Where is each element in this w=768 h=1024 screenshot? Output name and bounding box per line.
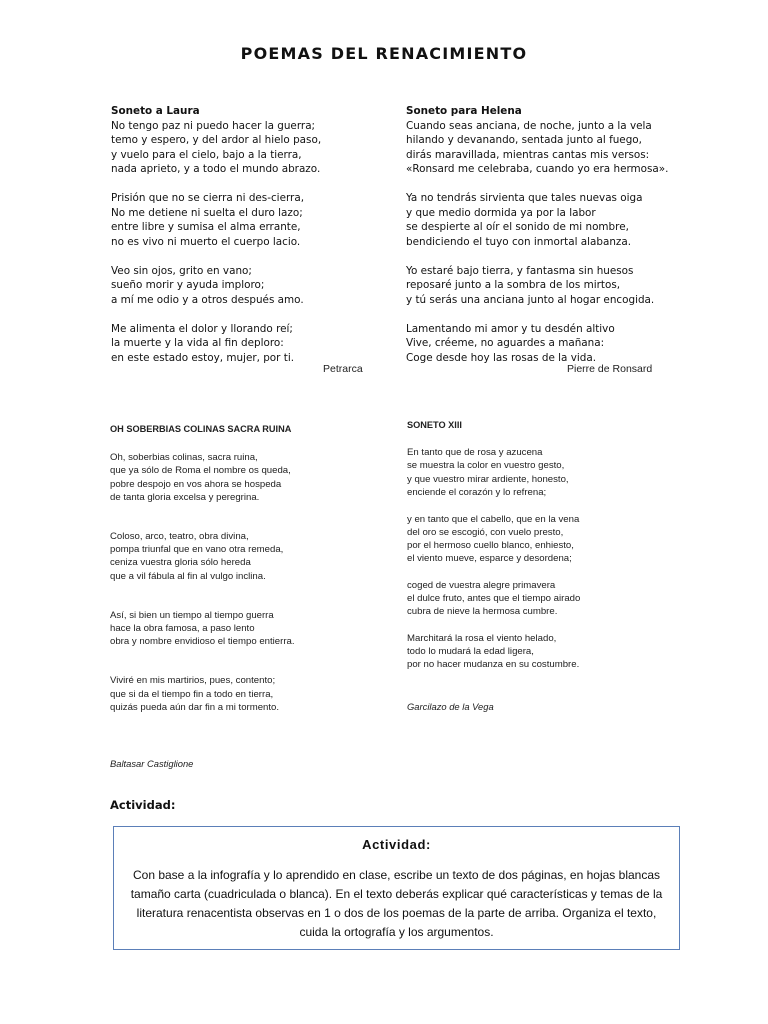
verse: pompa triunfal que en vano otra remeda, xyxy=(110,544,284,556)
stanza xyxy=(407,513,687,566)
stanza xyxy=(111,191,381,249)
verse: hilando y devanando, sentada junto al fuego, xyxy=(406,134,642,147)
verse: reposaré junto a la sombra de los mirtos, xyxy=(406,279,621,292)
verse: bendiciendo el tuyo con inmortal alabanza. xyxy=(406,235,632,248)
verse: y tú serás una anciana junto al hogar encogida. xyxy=(406,293,655,306)
poem-oh-soberbias-colinas xyxy=(110,423,380,714)
verse: y vuelo para el cielo, bajo a la tierra, xyxy=(111,148,302,161)
activity-heading: Actividad: xyxy=(110,798,176,812)
verse: coged de vuestra alegre primavera xyxy=(407,579,556,591)
poem-soneto-para-helena xyxy=(406,104,696,365)
stanza xyxy=(406,119,696,177)
verse: se despierte al oír el sonido de mi nombre, xyxy=(406,221,629,234)
stanza xyxy=(407,579,687,619)
verse: en este estado estoy, mujer, por ti. xyxy=(111,351,295,364)
activity-box-title: Actividad: xyxy=(362,837,431,852)
poem-title: Soneto para Helena xyxy=(406,105,522,117)
stanza xyxy=(406,191,696,249)
verse: Veo sin ojos, grito en vano; xyxy=(111,264,252,277)
activity-instructions: Con base a la infografía y lo aprendido en clase, escribe un texto de dos páginas, en hojas blancas tamaño carta (cuadriculada o blanca). En el texto deberás explicar qué características y temas de la literatura renacentista observas en 1 o dos de los poemas de la parte de arriba. Organiza el texto, cuida la ortografía y los argumentos. xyxy=(130,868,663,939)
verse: Lamentando mi amor y tu desdén altivo xyxy=(406,322,615,335)
verse: No me detiene ni suelta el duro lazo; xyxy=(111,206,303,219)
stanza xyxy=(110,530,380,583)
stanza xyxy=(111,322,381,366)
stanza xyxy=(406,322,696,366)
verse: entre libre y sumisa el alma errante, xyxy=(111,221,301,234)
verse: hace la obra famosa, a paso lento xyxy=(110,623,255,635)
verse: todo lo mudará la edad ligera, xyxy=(407,646,534,658)
verse: Me alimenta el dolor y llorando reí; xyxy=(111,322,293,335)
verse: Prisión que no se cierra ni des-cierra, xyxy=(111,192,304,205)
stanza xyxy=(407,446,687,499)
activity-box xyxy=(113,826,680,950)
verse: no es vivo ni muerto el cuerpo lacio. xyxy=(111,235,301,248)
stanza xyxy=(406,264,696,308)
poem-title: OH SOBERBIAS COLINAS SACRA RUINA xyxy=(110,424,292,434)
verse: por no hacer mudanza en su costumbre. xyxy=(407,659,580,671)
poem-title: SONETO XIII xyxy=(407,420,462,430)
verse: Ya no tendrás sirvienta que tales nuevas oiga xyxy=(406,192,643,205)
stanza xyxy=(110,451,380,504)
verse: cubra de nieve la hermosa cumbre. xyxy=(407,606,558,618)
page-title: POEMAS DEL RENACIMIENTO xyxy=(240,44,528,63)
poem-soneto-xiii xyxy=(407,419,687,672)
verse: del oro se escogió, con vuelo presto, xyxy=(407,526,564,538)
verse: y que vuestro mirar ardiente, honesto, xyxy=(407,473,569,485)
verse: por el hermoso cuello blanco, enhiesto, xyxy=(407,539,574,551)
verse: y en tanto que el cabello, que en la vena xyxy=(407,513,580,525)
verse: Yo estaré bajo tierra, y fantasma sin huesos xyxy=(406,264,634,277)
stanza xyxy=(407,632,687,672)
verse: «Ronsard me celebraba, cuando yo era hermosa». xyxy=(406,163,669,176)
verse: temo y espero, y del ardor al hielo paso, xyxy=(111,134,322,147)
poem-title: Soneto a Laura xyxy=(111,105,200,117)
poem-author: Garcilazo de la Vega xyxy=(407,701,494,712)
stanza xyxy=(110,674,380,714)
verse: que ya sólo de Roma el nombre os queda, xyxy=(110,465,291,477)
verse: y que medio dormida ya por la labor xyxy=(406,206,596,219)
verse: Viviré en mis martirios, pues, contento; xyxy=(110,675,276,687)
verse: se muestra la color en vuestro gesto, xyxy=(407,460,565,472)
verse: ceniza vuestra gloria sólo hereda xyxy=(110,557,251,569)
verse: Coge desde hoy las rosas de la vida. xyxy=(406,351,597,364)
verse: quizás pueda aún dar fin a mi tormento. xyxy=(110,701,280,713)
verse: Coloso, arco, teatro, obra divina, xyxy=(110,531,249,543)
poem-author: Pierre de Ronsard xyxy=(567,363,653,375)
stanza xyxy=(110,609,380,649)
verse: el viento mueve, esparce y desordena; xyxy=(407,553,572,565)
verse: enciende el corazón y lo refrena; xyxy=(407,486,547,498)
verse: nada aprieto, y a todo el mundo abrazo. xyxy=(111,163,321,176)
verse: obra y nombre envidioso el tiempo entierra. xyxy=(110,636,295,648)
verse: que a vil fábula al fin al vulgo inclina. xyxy=(110,570,266,582)
verse: Oh, soberbias colinas, sacra ruina, xyxy=(110,452,258,464)
verse: Cuando seas anciana, de noche, junto a la vela xyxy=(406,119,652,132)
poem-soneto-a-laura xyxy=(111,104,381,365)
verse: de tanta gloria excelsa y peregrina. xyxy=(110,491,260,503)
verse: el dulce fruto, antes que el tiempo airado xyxy=(407,593,581,605)
stanza xyxy=(111,264,381,308)
verse: Marchitará la rosa el viento helado, xyxy=(407,632,557,644)
poem-author: Petrarca xyxy=(323,363,363,375)
verse: a mí me odio y a otros después amo. xyxy=(111,293,304,306)
stanza xyxy=(111,119,381,177)
poem-author: Baltasar Castiglione xyxy=(110,758,194,769)
verse: Así, si bien un tiempo al tiempo guerra xyxy=(110,609,274,621)
verse: dirás maravillada, mientras cantas mis versos: xyxy=(406,148,650,161)
verse: En tanto que de rosa y azucena xyxy=(407,447,543,459)
verse: No tengo paz ni puedo hacer la guerra; xyxy=(111,119,316,132)
verse: pobre despojo en vos ahora se hospeda xyxy=(110,478,282,490)
verse: que si da el tiempo fin a todo en tierra, xyxy=(110,688,274,700)
verse: la muerte y la vida al fin deploro: xyxy=(111,337,284,350)
verse: Vive, créeme, no aguardes a mañana: xyxy=(406,337,605,350)
verse: sueño morir y ayuda imploro; xyxy=(111,279,265,292)
